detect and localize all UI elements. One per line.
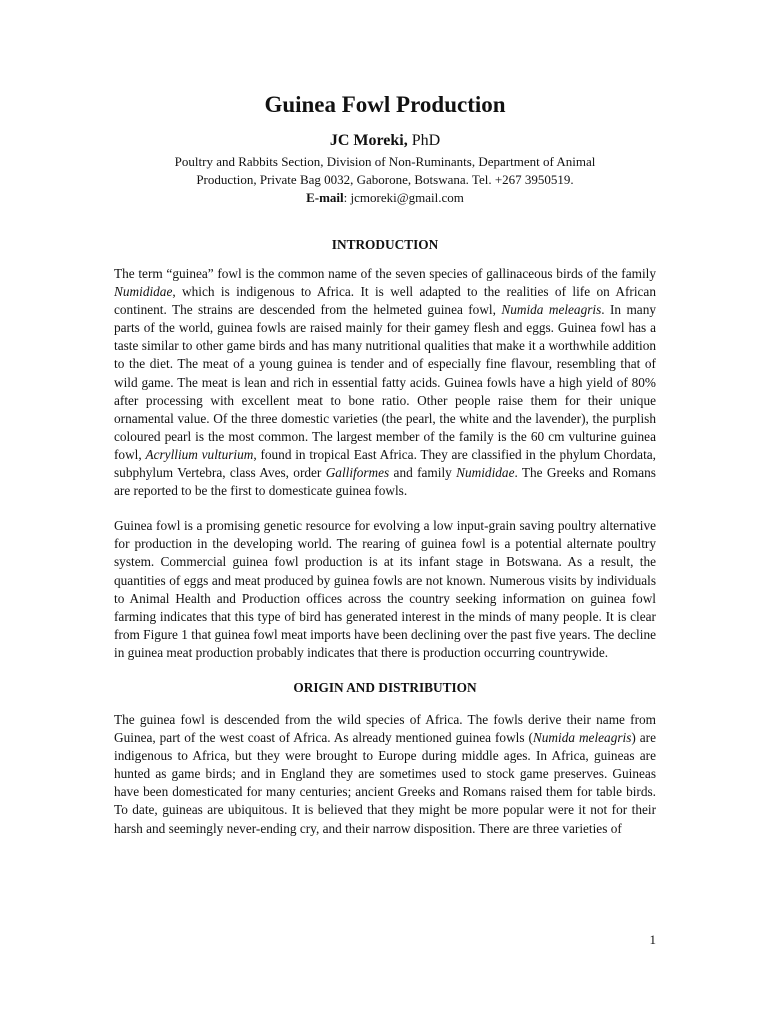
italic-term: Numididae [456, 465, 515, 481]
text-run: , which is indigenous to Africa. It is well adapted to the realities of life on African continent. The strains are descended from the helmeted guinea fowl, [114, 284, 656, 318]
text-run: . In many parts of the world, guinea fowls are raised mainly for their gamey flesh and eggs. Guinea fowl has a taste similar to other game birds and has many nutritional qualities that make it a worthwhile addition to the diet. The meat of a young guinea is tender and of especially fine flavour, resembling that of wild game. The meat is lean and rich in essential fatty acids. Guinea fowls have a high yield of 80% after processing with excellent meat to bone ratio. Other people raise them for their unique ornamental value. Of the three domestic varieties (the pearl, the white and the lavender), the purplish coloured pearl is the most common. The largest member of the family is the 60 cm vulturine guinea fowl, [114, 302, 656, 462]
introduction-heading: INTRODUCTION [331, 237, 439, 252]
affiliation-line: Production, Private Bag 0032, Gaborone, Botswana. Tel. +267 3950519. [196, 172, 574, 187]
text-run: and family [389, 465, 457, 481]
text-run: The guinea fowl is descended from the wild species of Africa. The fowls derive their name from Guinea, part of the west coast of Africa. As already mentioned guinea fowls ( [114, 711, 656, 746]
text-run: The term “guinea” fowl is the common name of the seven species of gallinaceous birds of the family [114, 266, 656, 281]
affiliation-line: Poultry and Rabbits Section, Division of Non-Ruminants, Department of Animal [174, 154, 596, 169]
author-name: JC Moreki, [329, 132, 408, 149]
italic-term: Acryllium vulturium [145, 446, 254, 462]
text-run: ) are indigenous to Africa, but they were brought to Europe during middle ages. In Africa, guineas are hunted as game birds; and in England they are sometimes used to stock game preserves. Guineas have been domesticated for many centuries; ancient Greeks and Romans raised them for table birds. To date, guineas are ubiquitous. It is believed that they might be more popular were it not for their harsh and seemingly never-ending cry, and their narrow disposition. There are three varieties of [114, 730, 657, 836]
text-run: . The Greeks and Romans are reported to be the first to domesticate guinea fowls. [114, 465, 656, 499]
origin-paragraph-1 [114, 711, 656, 838]
italic-term: Numida meleagris [532, 730, 632, 746]
author-degree: PhD [411, 132, 441, 149]
italic-term: Numididae [114, 284, 173, 300]
email-value: : jcmoreki@gmail.com [343, 190, 464, 205]
origin-heading: ORIGIN AND DISTRIBUTION [293, 679, 477, 695]
email-label: E-mail [306, 190, 344, 205]
italic-term: Numida meleagris [501, 302, 602, 318]
page-number: 1 [649, 932, 656, 947]
author-line [114, 131, 656, 151]
text-run: , found in tropical East Africa. They are classified in the phylum Chordata, subphylum Vertebra, class Aves, order [114, 446, 656, 481]
introduction-paragraph-2: Guinea fowl is a promising genetic resource for evolving a low input-grain saving poultry alternative for production in the developing world. The rearing of guinea fowl is a potential alternate poultry system. Commercial guinea fowl production is at its infant stage in Botswana. As a result, the quantities of eggs and meat produced by guinea fowls are not known. Numerous visits by individuals to Animal Health and Production offices across the country seeking information on guinea fowl farming indicates that this type of bird has generated interest in the minds of many people. It is clear from Figure 1 that guinea fowl meat imports have been declining over the past five years. The decline in guinea meat production probably indicates that there is production occurring countrywide. [114, 518, 656, 660]
introduction-paragraph-1 [114, 265, 656, 500]
email-line [114, 189, 656, 207]
document-title: Guinea Fowl Production [264, 92, 506, 117]
italic-term: Galliformes [325, 465, 390, 481]
affiliation [114, 153, 656, 189]
